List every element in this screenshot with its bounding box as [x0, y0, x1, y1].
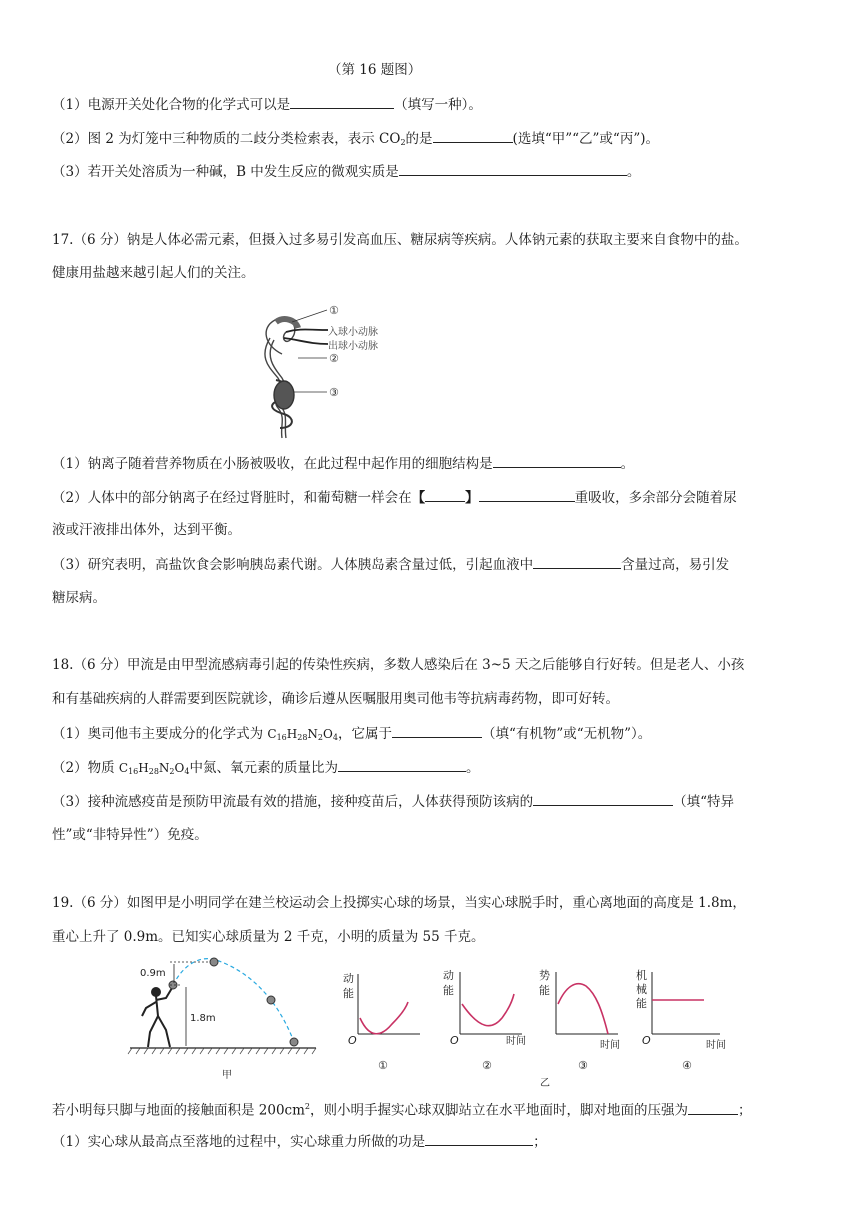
q17-sub2-line2: 液或汗液排出体外，达到平衡。 — [52, 522, 241, 538]
q19-sub0 — [52, 1097, 752, 1121]
graph-4-origin: O — [642, 1034, 651, 1047]
q17-sub2-bracket-blank[interactable] — [425, 487, 465, 502]
q18-sub2-blank[interactable] — [338, 757, 466, 772]
graph-2-number: ② — [482, 1059, 492, 1072]
q17-sub3-tail: 含量过高，易引发 — [621, 557, 730, 573]
graph-1-ylabel-2: 能 — [343, 987, 354, 1000]
graph-4-ylabel-1: 机 — [636, 969, 647, 982]
q18-sub1-mid: ，它属于 — [337, 726, 392, 742]
q19-sub0-blank[interactable] — [688, 1100, 738, 1115]
q17-sub2-right-bracket: 】 — [465, 490, 479, 506]
q19-sub1 — [52, 1131, 547, 1152]
figure-jia — [126, 950, 322, 1088]
graph-4-number: ④ — [682, 1059, 692, 1072]
q19-sub1-text: （1）实心球从最高点至落地的过程中，实心球重力所做的功是 — [52, 1134, 426, 1150]
nephron-label-afferent: 入球小动脉 — [328, 327, 378, 338]
q17-sub3-line2: 糖尿病。 — [52, 590, 106, 606]
graph-3 — [539, 968, 620, 1072]
q16-sub2-mid: 的是 — [405, 131, 433, 147]
graph-4-ylabel-3: 能 — [636, 997, 647, 1010]
graph-4-time-label: 时间 — [706, 1040, 726, 1051]
graph-2-curve — [462, 994, 514, 1026]
ball-top — [210, 958, 218, 966]
graph-3-time-label: 时间 — [600, 1040, 620, 1051]
q17-sub3 — [52, 554, 729, 575]
q18-sub2 — [52, 757, 479, 782]
nephron-label-efferent: 出球小动脉 — [328, 341, 378, 352]
q18-sub2-tail: 。 — [465, 760, 480, 776]
q18-sub2-mid: 中氮、氧元素的质量比为 — [189, 760, 338, 776]
q19-sub1-blank[interactable] — [425, 1131, 533, 1146]
height-label-18m: 1.8m — [190, 1013, 216, 1024]
q17-sub2-blank[interactable] — [479, 487, 575, 502]
nephron-label-1: ① — [329, 304, 339, 317]
q18-sub1-blank[interactable] — [392, 723, 482, 738]
q19-intro-line2: 重心上升了 0.9m。已知实心球质量为 2 千克，小明的质量为 55 千克。 — [52, 929, 485, 945]
graph-3-ylabel-2: 能 — [539, 984, 550, 997]
q17-sub2-left-bracket: 【 — [411, 490, 426, 506]
graph-4 — [636, 968, 726, 1072]
q18-sub3-blank[interactable] — [533, 791, 673, 806]
q16-sub1-tail: （填写一种）。 — [394, 97, 482, 113]
nephron-figure — [240, 298, 380, 440]
q17-intro-line1: 17.（6 分）钠是人体必需元素，但摄入过多易引发高血压、糖尿病等疾病。人体钠元素的获取主要来自食物中的盐。 — [52, 232, 748, 248]
ball-ground — [290, 1038, 298, 1046]
q17-sub2-text: （2）人体中的部分钠离子在经过肾脏时，和葡萄糖一样会在 — [52, 490, 412, 506]
q16-sub2-subscript: 2 — [400, 138, 406, 147]
trajectory — [173, 959, 294, 1042]
q17-sub1-tail: 。 — [620, 456, 635, 472]
q19-intro-line1: 19.（6 分）如图甲是小明同学在建兰校运动会上投掷实心球的场景，当实心球脱手时，重心离地面的高度是 1.8m， — [52, 895, 746, 911]
graph-3-curve — [558, 984, 608, 1034]
graph-4-ylabel-2: 械 — [636, 983, 647, 996]
graph-2 — [443, 968, 526, 1072]
height-label-09m: 0.9m — [140, 968, 166, 979]
q18-sub3-text: （3）接种流感疫苗是预防甲流最有效的措施，接种疫苗后，人体获得预防该病的 — [52, 794, 534, 810]
q17-sub2 — [52, 487, 737, 508]
height-markers — [170, 962, 210, 1046]
graph-2-ylabel-1: 动 — [443, 969, 454, 982]
graph-1-number: ① — [378, 1059, 388, 1072]
graph-1-origin: O — [348, 1034, 357, 1047]
graph-1-curve — [360, 1002, 408, 1034]
q16-sub3 — [52, 161, 640, 182]
q16-sub1-text: （1）电源开关处化合物的化学式可以是 — [52, 97, 291, 113]
q19-sub0-mid: ，则小明手握实心球双脚站立在水平地面时，脚对地面的压强为 — [310, 1102, 689, 1119]
q16-sub2-text: （2）图 2 为灯笼中三种物质的二歧分类检索表，表示 CO — [52, 131, 401, 147]
q16-sub3-blank[interactable] — [399, 161, 627, 176]
q16-sub3-tail: 。 — [626, 164, 641, 180]
q18-sub3-tail: （填“特异 — [673, 794, 734, 810]
q18-intro-line2: 和有基础疾病的人群需要到医院就诊，确诊后遵从医嘱服用奥司他韦等抗病毒药物，即可好转。 — [52, 691, 619, 707]
q18-sub1-text: （1）奥司他韦主要成分的化学式为 — [52, 726, 268, 742]
nephron-label-2: ② — [329, 352, 339, 365]
q17-sub1-blank[interactable] — [493, 453, 621, 468]
nephron-drawing — [265, 318, 328, 438]
q16-sub1 — [52, 94, 482, 115]
nephron-label-3: ③ — [329, 386, 339, 399]
q19-sub0-tail: ； — [738, 1102, 752, 1119]
q16-sub2 — [52, 128, 659, 153]
graph-3-ylabel-1: 势 — [539, 969, 550, 982]
q18-formula-2: $C_{16}H_{28}N_2O_4$ — [118, 761, 190, 776]
q16-sub2-blank[interactable] — [433, 128, 513, 143]
graph-2-origin: O — [450, 1034, 459, 1047]
q17-sub1 — [52, 453, 634, 474]
figure-yi-label: 乙 — [540, 1078, 550, 1089]
graph-2-ylabel-2: 能 — [443, 984, 454, 997]
q17-sub3-blank[interactable] — [533, 554, 621, 569]
q18-intro-line1: 18.（6 分）甲流是由甲型流感病毒引起的传染性疾病，多数人感染后在 3~5 天之后能够自行好转。但是老人、小孩 — [52, 657, 745, 673]
ball-mid — [267, 996, 275, 1004]
q17-sub1-text: （1）钠离子随着营养物质在小肠被吸收，在此过程中起作用的细胞结构是 — [52, 456, 493, 472]
q16-sub2-tail: (选填“甲”“乙”或“丙”)。 — [512, 131, 659, 147]
q18-sub2-text: （2）物质 — [52, 760, 119, 776]
figure-16-caption: （第 16 题图） — [328, 62, 422, 78]
q18-sub1 — [52, 723, 651, 748]
q19-sub1-tail: ； — [533, 1134, 547, 1150]
q17-sub2-tail: 重吸收，多余部分会随着尿 — [574, 490, 737, 506]
q16-sub1-blank[interactable] — [290, 94, 394, 109]
ground — [128, 1048, 316, 1054]
thrower-figure — [142, 988, 172, 1047]
figure-yi — [330, 962, 750, 1090]
figure-jia-label: 甲 — [222, 1070, 232, 1081]
graph-3-number: ③ — [578, 1059, 588, 1072]
q18-formula: $C_{16}H_{28}N_2O_4$ — [267, 727, 338, 742]
q19-sub0-text: 若小明每只脚与地面的接触面积是 200cm — [52, 1102, 305, 1119]
graph-1-ylabel-1: 动 — [343, 972, 354, 985]
q16-sub3-text: （3）若开关处溶质为一种碱，B 中发生反应的微观实质是 — [52, 164, 399, 180]
q18-sub3-line2: 性”或“非特异性”）免疫。 — [52, 827, 208, 843]
q19-sub0-superscript: 2 — [304, 1102, 311, 1111]
graph-1 — [343, 971, 420, 1072]
graph-2-time-label: 时间 — [506, 1036, 526, 1047]
q18-sub1-tail: （填“有机物”或“无机物”）。 — [481, 726, 652, 742]
q17-sub3-text: （3）研究表明，高盐饮食会影响胰岛素代谢。人体胰岛素含量过低，引起血液中 — [52, 557, 534, 573]
q17-intro-line2: 健康用盐越来越引起人们的关注。 — [52, 265, 255, 281]
q18-sub3 — [52, 791, 734, 812]
